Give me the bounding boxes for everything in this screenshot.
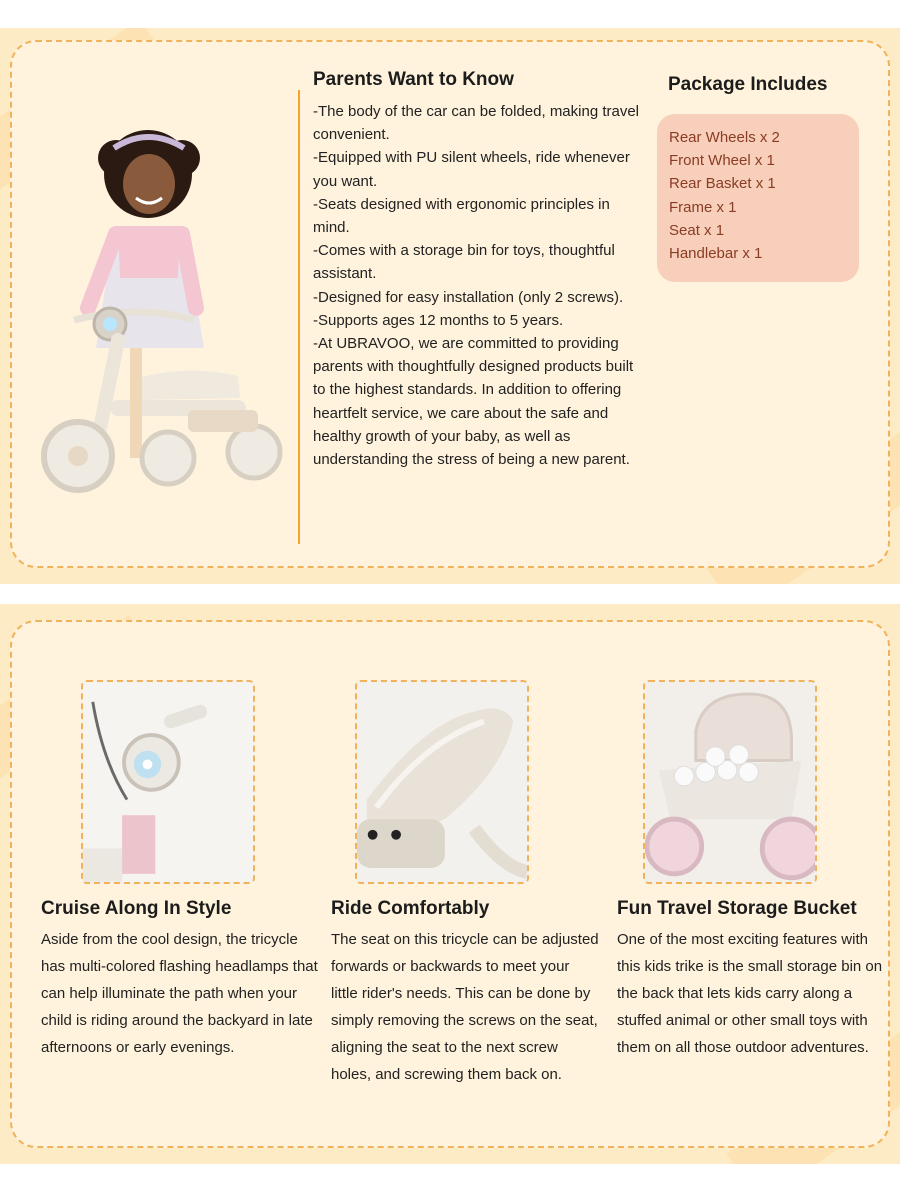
parents-line: -Designed for easy installation (only 2 screws).: [313, 288, 624, 306]
package-item: Seat x 1: [669, 221, 725, 239]
headlamp-photo: [81, 680, 255, 884]
feature-text-style: Aside from the cool design, the tricycle has multi-colored flashing headlamps that can help illuminate the path when your child is riding around the backyard in late afternoons or early evenings.: [41, 931, 318, 1056]
feature-title-style: Cruise Along In Style: [41, 898, 232, 919]
vertical-divider: [298, 90, 300, 544]
parents-line: -The body of the car can be folded, making travel convenient.: [313, 103, 640, 144]
feature-title-comfort: Ride Comfortably: [331, 898, 490, 919]
package-item: Frame x 1: [669, 198, 737, 216]
feature-text-comfort: The seat on this tricycle can be adjusted forwards or backwards to meet your little rider's needs. This can be done by simply removing the screws on the seat, aligning the seat to the next screw holes, and screwing them back on.: [331, 931, 599, 1083]
parents-line: -Equipped with PU silent wheels, ride whenever you want.: [313, 149, 630, 190]
child-on-tricycle-image: [18, 108, 288, 528]
package-list: [657, 114, 859, 282]
package-item: Rear Basket x 1: [669, 175, 776, 193]
package-item: Handlebar x 1: [669, 245, 763, 263]
feature-title-storage: Fun Travel Storage Bucket: [617, 898, 857, 919]
parents-line: -At UBRAVOO, we are committed to providing parents with thoughtfully designed products built to the highest standards. In addition to offering heartfelt service, we care about the safe and healthy growth of your baby, as well as understanding the stress of being a new parent.: [313, 335, 634, 469]
parents-line: -Seats designed with ergonomic principles in mind.: [313, 195, 610, 237]
package-item: Rear Wheels x 2: [669, 129, 780, 146]
top-section: [0, 28, 900, 584]
package-item: Front Wheel x 1: [669, 152, 775, 170]
seat-photo: [355, 680, 529, 884]
feature-text-storage: One of the most exciting features with this kids trike is the small storage bin on the back that lets kids carry along a stuffed animal or other small toys with them on all those outdoor adventures.: [617, 931, 883, 1056]
parents-body: [313, 100, 643, 471]
parents-line: -Comes with a storage bin for toys, thoughtful assistant.: [313, 242, 615, 283]
parents-line: -Supports ages 12 months to 5 years.: [313, 311, 564, 329]
storage-bucket-photo: [643, 680, 817, 884]
package-title: Package Includes: [668, 74, 828, 95]
features-section: [0, 604, 900, 1164]
parents-title: Parents Want to Know: [313, 69, 514, 90]
